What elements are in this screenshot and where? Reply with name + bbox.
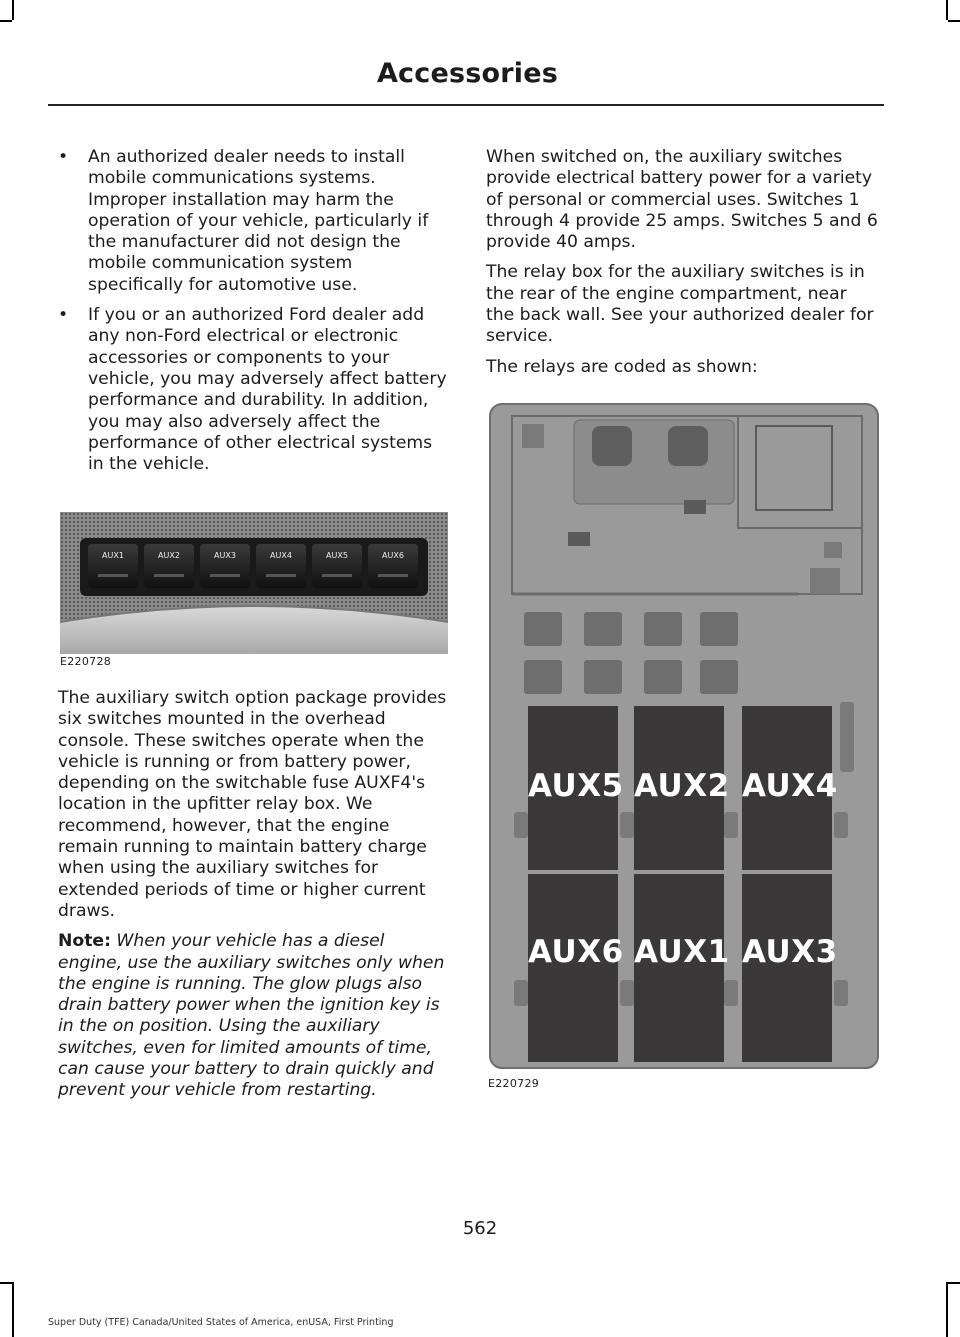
aux-switch-label: AUX1 xyxy=(102,551,124,560)
crop-mark-bottom-right xyxy=(948,1282,960,1284)
body-paragraph: The relays are coded as shown: xyxy=(486,356,758,377)
bullet-symbol: • xyxy=(58,147,69,167)
figure-code: E220729 xyxy=(488,1077,540,1090)
note-text: When your vehicle has a diesel engine, use the auxiliary switches only when the engine is running. The glow plugs also drain battery power when the ignition key is in the on position. Using the auxiliary switches, even for limited amounts of time, can cause your battery to drain quickly and prevent your vehicle from restarting. xyxy=(58,931,445,1101)
aux-switch-label: AUX3 xyxy=(214,551,236,560)
crop-mark-top-left xyxy=(12,0,14,20)
crop-mark-top-right xyxy=(946,0,948,20)
footer-text: Super Duty (TFE) Canada/United States of America, enUSA, First Printing xyxy=(48,1317,394,1328)
bullet-text: An authorized dealer needs to install mobile communications systems. Improper installation may harm the operation of your vehicle, particularly if the manufacturer did not design the mobile communication system specifically for automotive use. xyxy=(88,147,429,295)
relay-label-aux3: AUX3 xyxy=(742,934,838,970)
relay-label-aux5: AUX5 xyxy=(528,768,624,804)
bullet-text: If you or an authorized Ford dealer add any non-Ford electrical or electronic accessories or components to your vehicle, you may adversely affect battery performance and durability. In addition, you may also adversely affect the performance of other electrical systems in the vehicle. xyxy=(88,305,447,475)
relay-box-figure xyxy=(488,402,880,1070)
header-rule xyxy=(48,104,884,106)
aux-switch-label: AUX6 xyxy=(382,551,404,560)
figure-code: E220728 xyxy=(60,655,112,668)
page-number: 562 xyxy=(462,1218,498,1239)
crop-mark-bottom-left xyxy=(0,1282,12,1284)
note-label: Note: xyxy=(58,931,111,952)
bullet-item xyxy=(58,147,450,296)
overhead-console-image xyxy=(60,512,448,654)
relay-label-aux1: AUX1 xyxy=(634,934,730,970)
relay-label-aux2: AUX2 xyxy=(634,768,730,804)
left-column-lower xyxy=(58,688,450,1111)
section-title: Accessories xyxy=(376,58,558,89)
aux-switch-label: AUX4 xyxy=(270,551,292,560)
body-paragraph: When switched on, the auxiliary switches provide electrical battery power for a variety of personal or commercial uses. Switches 1 through 4 provide 25 amps. Switches 5 and 6 provide 40 amps. xyxy=(486,147,878,253)
body-paragraph: The relay box for the auxiliary switches is in the rear of the engine compartment, near the back wall. See your authorized dealer for service. xyxy=(486,262,874,347)
bullet-item xyxy=(58,305,450,475)
crop-mark-bottom-right xyxy=(946,1282,948,1337)
relay-label-aux4: AUX4 xyxy=(742,768,838,804)
aux-switch-label: AUX5 xyxy=(326,551,348,560)
right-column xyxy=(486,147,878,387)
page-header xyxy=(0,58,932,89)
relay-label-aux6: AUX6 xyxy=(528,934,624,970)
crop-mark-top-left xyxy=(0,20,12,22)
overhead-console-figure xyxy=(60,512,448,654)
aux-switch-label: AUX2 xyxy=(158,551,180,560)
body-paragraph: The auxiliary switch option package provides six switches mounted in the overhead console. These switches operate when the vehicle is running or from battery power, depending on the switchable fuse AUXF4's location in the upfitter relay box. We recommend, however, that the engine remain running to maintain battery charge when using the auxiliary switches for extended periods of time or higher current draws. xyxy=(58,688,447,921)
left-column xyxy=(58,147,450,484)
crop-mark-top-right xyxy=(948,20,960,22)
crop-mark-bottom-left xyxy=(12,1282,14,1337)
note-paragraph xyxy=(58,931,450,1101)
bullet-symbol: • xyxy=(58,305,69,326)
